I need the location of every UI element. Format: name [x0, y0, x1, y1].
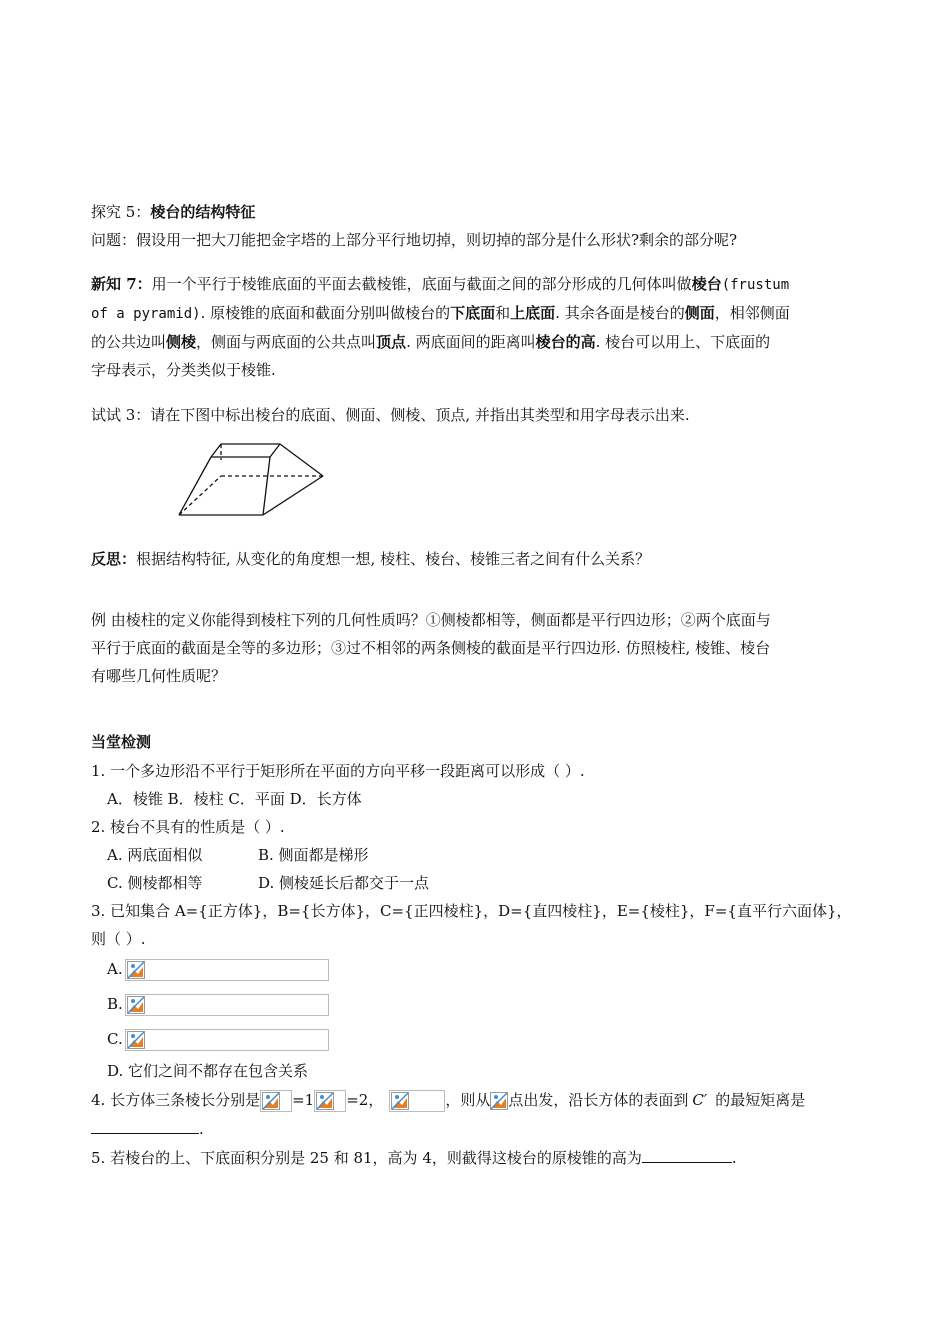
- text: . 其余各面是棱台的: [555, 304, 685, 322]
- q5-text: [91, 1146, 861, 1169]
- section5-title: 棱台的结构特征: [150, 203, 256, 221]
- top-edge-right: [270, 444, 280, 457]
- q1-options: A．棱锥 B．棱柱 C．平面 D．长方体: [107, 790, 362, 808]
- text: 的公共边叫: [91, 333, 167, 351]
- q3-option-c-label: C.: [107, 1030, 123, 1048]
- lateral-edge-right: [280, 444, 323, 476]
- q2-option-b: B. 侧面都是梯形: [258, 846, 369, 864]
- try3-text: 试试 3：请在下图中标出棱台的底面、侧面、侧棱、顶点, 并指出其类型和用字母表示出来.: [91, 406, 690, 424]
- broken-image-icon: [490, 1092, 508, 1110]
- hidden-edge-bottom-left: [179, 476, 221, 515]
- section5-heading: [91, 201, 861, 223]
- broken-image-icon: [389, 1090, 445, 1112]
- q4-answer-blank[interactable]: [91, 1117, 199, 1134]
- text: of a pyramid): [91, 306, 201, 322]
- q4-part: 的最短矩离是: [715, 1091, 806, 1109]
- q2-option-d: D. 侧棱延长后都交于一点: [258, 874, 430, 892]
- lateral-edge-front: [263, 457, 270, 515]
- broken-image-icon: [125, 994, 329, 1016]
- keyword: 棱台: [691, 275, 722, 293]
- section5-question: 问题：假设用一把大刀能把金字塔的上部分平行地切掉，则切掉的部分是什么形状?剩余的部分呢?: [91, 231, 738, 249]
- text: ，侧面与两底面的公共点叫: [196, 333, 377, 351]
- q4-end: .: [199, 1120, 204, 1138]
- q4-part: =2，: [346, 1091, 384, 1109]
- keyword: 下底面: [450, 304, 496, 322]
- q5-answer-blank[interactable]: [642, 1146, 732, 1163]
- section5-label: 探究 5：: [91, 203, 151, 221]
- q3-option-c: [107, 1028, 877, 1051]
- q5-end: .: [731, 1149, 737, 1167]
- broken-image-icon: [260, 1090, 292, 1112]
- keyword: 棱台的高: [535, 333, 596, 351]
- text: . 棱台可以用上、下底面的: [595, 333, 771, 351]
- q3-text: 3. 已知集合 A={正方体}，B={长方体}，C={正四棱柱}，D={直四棱柱}，E={棱柱}，F={直平行六面体}，: [91, 902, 852, 920]
- text: (frustum: [721, 277, 790, 293]
- frustum-figure: [175, 440, 355, 520]
- top-edge-left: [211, 444, 221, 457]
- keyword: 上底面: [510, 304, 556, 322]
- q3-option-b: [107, 993, 877, 1016]
- q2-option-a: A. 两底面相似: [107, 846, 203, 864]
- q3-option-a-label: A.: [107, 960, 123, 978]
- keyword: 侧面: [684, 304, 715, 322]
- check-title: [91, 731, 861, 753]
- reflect-body: 根据结构特征, 从变化的角度想一想, 棱柱、棱台、棱锥三者之间有什么关系？: [136, 550, 651, 568]
- text: 用一个平行于棱锥底面的平面去截棱锥，底面与截面之间的部分形成的几何体叫做: [151, 275, 692, 293]
- newknow7-paragraph: [91, 270, 861, 384]
- q4-part: ，则从: [445, 1091, 491, 1109]
- q3-option-b-label: B.: [107, 995, 123, 1013]
- text: 字母表示，分类类似于棱锥.: [91, 361, 276, 379]
- check-title-text: 当堂检测: [91, 733, 152, 751]
- q2-text: 2. 棱台不具有的性质是（ ）.: [91, 818, 285, 836]
- text: . 原棱锥的底面和截面分别叫做棱台的: [200, 304, 451, 322]
- broken-image-icon: [125, 959, 329, 981]
- keyword: 顶点: [376, 333, 407, 351]
- q4-point-label: C′: [692, 1091, 708, 1109]
- q2-option-c: C. 侧棱都相等: [107, 874, 203, 892]
- bottom-edge-right: [263, 476, 323, 515]
- newknow7-label: 新知 7：: [91, 275, 152, 293]
- broken-image-icon: [125, 1029, 329, 1051]
- lateral-edge-left: [179, 457, 211, 515]
- q3-option-d: D. 它们之间不都存在包含关系: [107, 1062, 309, 1080]
- q5-body: 5. 若棱台的上、下底面积分别是 25 和 81，高为 4，则截得这棱台的原棱锥的高为: [91, 1149, 642, 1167]
- q4-part: =1: [292, 1091, 315, 1109]
- reflect-label: 反思：: [91, 550, 137, 568]
- broken-image-icon: [314, 1090, 346, 1112]
- text: . 两底面间的距离叫: [406, 333, 536, 351]
- q4-answer-line: [91, 1117, 861, 1140]
- q4-part: 4. 长方体三条棱长分别是: [91, 1091, 261, 1109]
- keyword: 侧棱: [166, 333, 197, 351]
- text: ，相邻侧面: [714, 304, 790, 322]
- q4-text: [91, 1089, 861, 1112]
- reflect-text: [91, 548, 861, 570]
- q1-text: 1. 一个多边形沿不平行于矩形所在平面的方向平移一段距离可以形成（ ）.: [91, 762, 585, 780]
- q3-option-a: [107, 958, 877, 981]
- q3-text-cont: 则（ ）.: [91, 930, 146, 948]
- example-line-3: 有哪些几何性质呢？: [91, 667, 227, 685]
- example-line-2: 平行于底面的截面是全等的多边形；③过不相邻的两条侧棱的截面是平行四边形. 仿照棱柱, 棱锥、棱台: [91, 639, 771, 657]
- example-line-1: 例 由棱柱的定义你能得到棱柱下列的几何性质吗？①侧棱都相等，侧面都是平行四边形；②两个底面与: [91, 611, 771, 629]
- text: 和: [495, 304, 511, 322]
- q4-part: 点出发，沿长方体的表面到: [508, 1091, 689, 1109]
